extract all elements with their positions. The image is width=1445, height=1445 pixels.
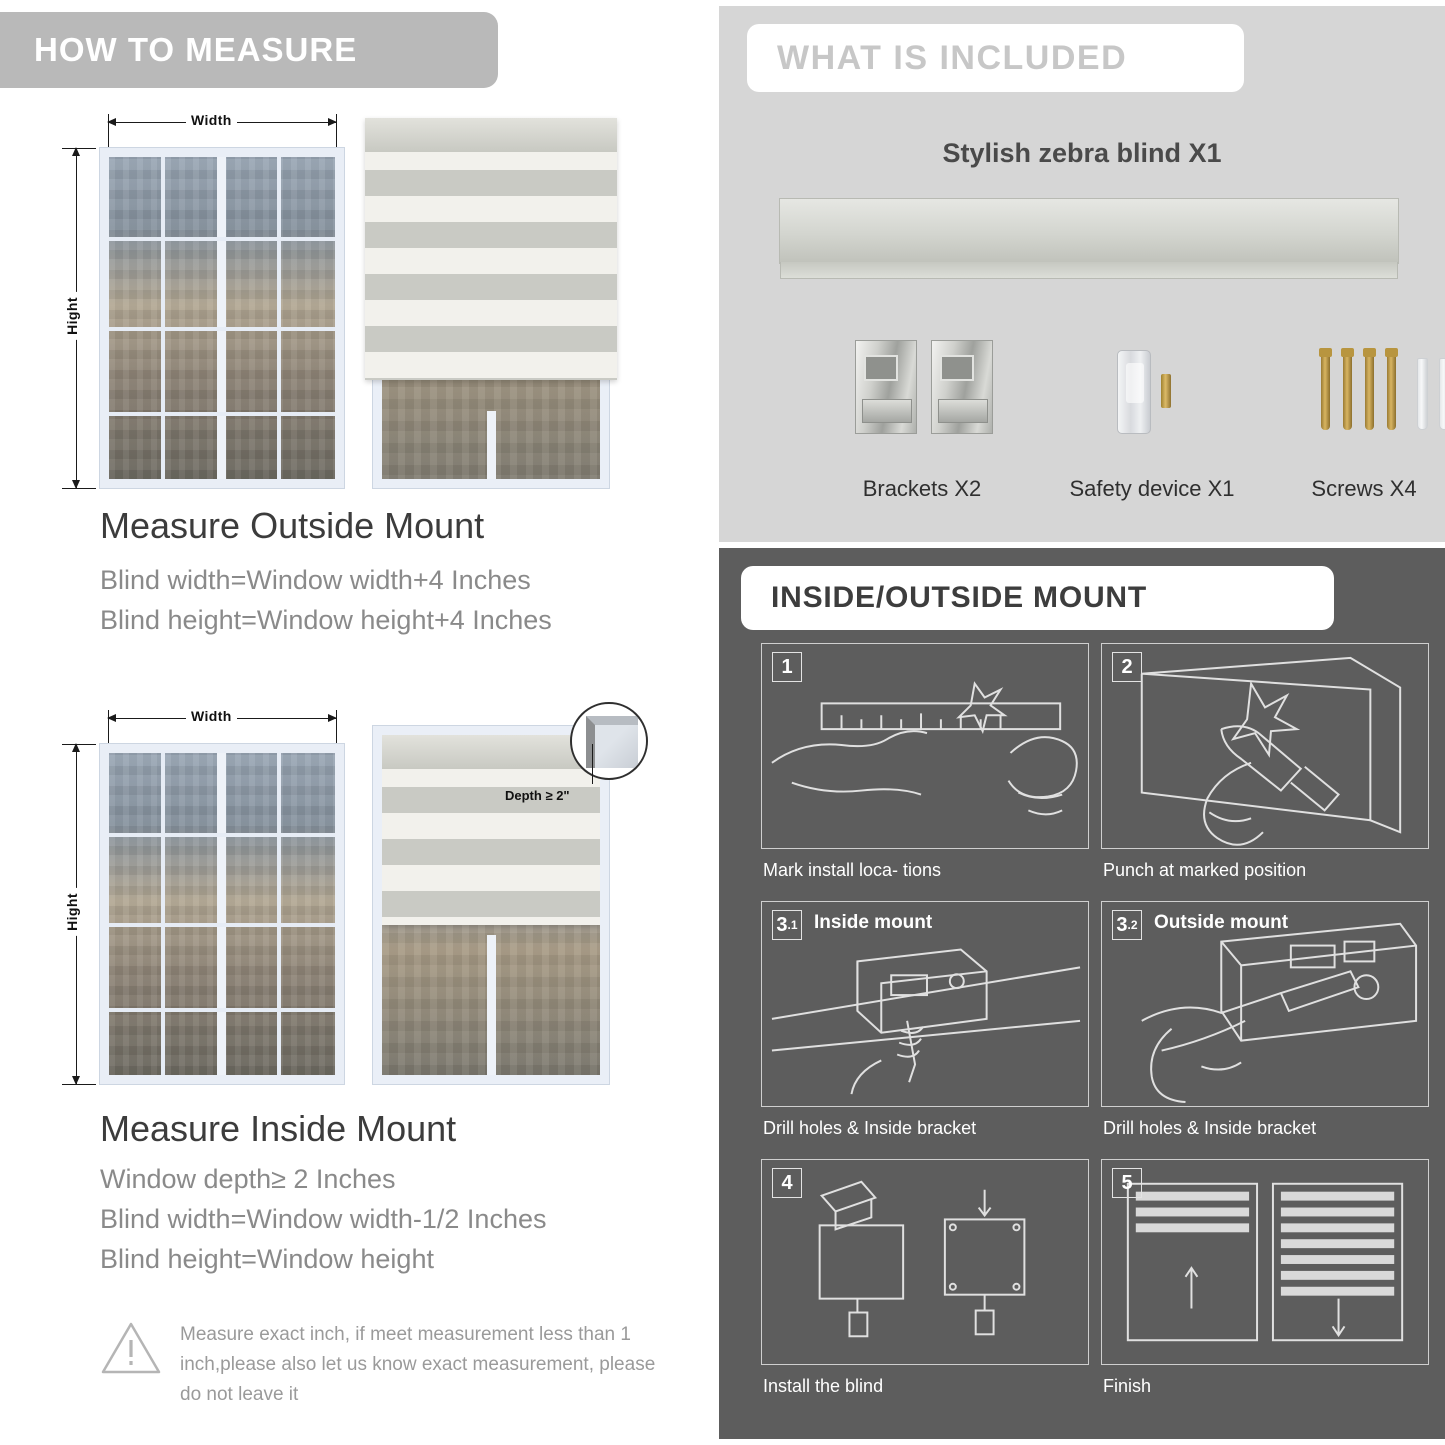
step-3-1-num-text: 3	[776, 913, 788, 936]
mount-step-4-number	[772, 1168, 802, 1198]
mount-step-3-2-caption: Drill holes & Inside bracket	[1103, 1118, 1317, 1138]
depth-label: Depth ≥ 2"	[505, 788, 570, 803]
mount-step-3-2-number	[1112, 910, 1142, 940]
window-illustration-outside	[100, 148, 344, 488]
mount-step-3-1	[761, 901, 1089, 1141]
screw-icon-3	[1365, 354, 1374, 430]
outside-width-tick-left	[108, 114, 109, 148]
mount-step-3-1-number	[772, 910, 802, 940]
inside-mount-line-1: Window depth≥ 2 Inches	[100, 1164, 396, 1194]
mount-step-5-box	[1101, 1159, 1429, 1365]
included-parts-row	[719, 336, 1445, 516]
outside-mount-line-1: Blind width=Window width+4 Inches	[100, 565, 531, 595]
zebra-headrail-outside	[365, 118, 617, 152]
depth-arrow	[592, 744, 593, 784]
right-column	[712, 0, 1445, 1445]
mount-step-1	[761, 643, 1089, 883]
safety-screw-icon	[1161, 374, 1171, 408]
outside-height-tick-bottom	[62, 488, 96, 489]
warning-triangle-icon	[100, 1320, 162, 1376]
inside-width-tick-right	[336, 710, 337, 744]
measure-tape-sketch	[762, 644, 1088, 848]
mount-step-4-box	[761, 1159, 1089, 1365]
step-2-num-text: 2	[1121, 655, 1133, 678]
inside-mount-line-2: Blind width=Window width-1/2 Inches	[100, 1204, 547, 1234]
wall-anchor-icon-2	[1439, 358, 1445, 430]
step-1-num-text: 1	[781, 655, 793, 678]
step-5-num-text: 5	[1121, 1171, 1133, 1194]
window-grid-h2	[109, 327, 335, 331]
screws-label: Screws X4	[1311, 476, 1417, 501]
safety-device-label: Safety device X1	[1069, 476, 1235, 501]
inside-outside-mount-title: INSIDE/OUTSIDE MOUNT	[771, 581, 1148, 614]
how-to-measure-title: HOW TO MEASURE	[34, 31, 358, 68]
mount-step-3-1-inline-label: Inside mount	[814, 912, 933, 933]
mount-step-3-1-box	[761, 901, 1089, 1107]
mount-step-2-number	[1112, 652, 1142, 682]
zebra-blind-product-image	[779, 198, 1399, 264]
inside-height-tick-top	[62, 744, 96, 745]
mount-step-1-box	[761, 643, 1089, 849]
blind-window-mullion-inside	[487, 935, 496, 1075]
inside-outside-mount-panel	[719, 548, 1445, 1439]
mount-step-1-caption: Mark install loca- tions	[763, 860, 942, 880]
included-product-title: Stylish zebra blind X1	[942, 138, 1222, 168]
zebra-blind-inside	[382, 735, 600, 925]
outside-width-label: Width	[186, 112, 237, 128]
window-grid-v2	[277, 157, 281, 479]
inside-mount-title: Measure Inside Mount	[100, 1108, 457, 1149]
screw-icon-1	[1321, 354, 1330, 430]
window-illustration-inside	[100, 744, 344, 1084]
mount-step-1-number	[772, 652, 802, 682]
window-grid-v1-inside	[161, 753, 165, 1075]
window-mullion-vertical-inside	[217, 753, 226, 1075]
install-blind-sketch	[762, 1160, 1088, 1364]
window-grid-v1	[161, 157, 165, 479]
safety-device-icon	[1117, 350, 1151, 434]
mount-step-3-2-inline-label: Outside mount	[1154, 912, 1289, 933]
window-grid-h3-inside	[109, 1008, 335, 1012]
mount-step-5-caption: Finish	[1103, 1376, 1152, 1396]
window-grid-h1-inside	[109, 833, 335, 837]
outside-height-tick-top	[62, 148, 96, 149]
bracket-icon-1	[855, 340, 917, 434]
what-is-included-title: WHAT IS INCLUDED	[777, 38, 1128, 77]
window-mullion-vertical	[217, 157, 226, 479]
depth-callout-corner	[586, 716, 638, 768]
mount-step-3-2	[1101, 901, 1429, 1141]
outside-mount-diagram	[0, 100, 712, 635]
outside-height-label: Hight	[64, 292, 80, 340]
bracket-icon-2	[931, 340, 993, 434]
measure-warning-text: Measure exact inch, if meet measurement less than 1 inch,please also let us know exact measurement, please do not leave it	[180, 1324, 656, 1405]
window-illustration-inside-with-blind	[373, 726, 609, 1084]
mount-step-5	[1101, 1159, 1429, 1399]
window-grid-v2-inside	[277, 753, 281, 1075]
step-3-2-sub-text: .2	[1127, 918, 1138, 932]
step-3-1-sub-text: .1	[787, 918, 798, 932]
mount-step-4	[761, 1159, 1089, 1399]
inside-width-tick-left	[108, 710, 109, 744]
window-grid-h2-inside	[109, 923, 335, 927]
what-is-included-banner	[747, 24, 1244, 92]
zebra-blind-outside	[365, 118, 617, 380]
outside-width-tick-right	[336, 114, 337, 148]
inside-mount-diagram	[0, 696, 712, 1274]
zebra-headrail-inside	[382, 735, 600, 769]
step-3-2-num-text: 3	[1116, 913, 1128, 936]
screw-icon-4	[1387, 354, 1396, 430]
mount-step-3-1-caption: Drill holes & Inside bracket	[763, 1118, 977, 1138]
mount-step-2-caption: Punch at marked position	[1103, 860, 1307, 880]
step-4-num-text: 4	[781, 1171, 793, 1194]
measure-warning-note	[100, 1320, 660, 1410]
how-to-measure-column	[0, 0, 712, 1445]
mount-step-2	[1101, 643, 1429, 883]
wall-anchor-icon-1	[1417, 358, 1428, 430]
brackets-label: Brackets X2	[862, 476, 982, 501]
mount-step-3-2-box	[1101, 901, 1429, 1107]
window-grid-h3	[109, 412, 335, 416]
window-grid-h1	[109, 237, 335, 241]
inside-width-label: Width	[186, 708, 237, 724]
mount-step-4-caption: Install the blind	[763, 1376, 884, 1396]
inside-outside-mount-banner	[741, 566, 1334, 630]
blind-window-mullion	[487, 411, 496, 479]
drill-sketch	[1102, 644, 1428, 848]
screw-icon-2	[1343, 354, 1352, 430]
mount-step-2-box	[1101, 643, 1429, 849]
what-is-included-panel	[719, 6, 1445, 542]
outside-mount-line-2: Blind height=Window height+4 Inches	[100, 605, 552, 635]
inside-mount-line-3: Blind height=Window height	[100, 1244, 434, 1274]
mount-step-5-number	[1112, 1168, 1142, 1198]
inside-height-tick-bottom	[62, 1084, 96, 1085]
outside-mount-title: Measure Outside Mount	[100, 505, 485, 546]
how-to-measure-banner	[0, 12, 498, 88]
depth-callout-circle	[570, 702, 648, 780]
inside-height-label: Hight	[64, 888, 80, 936]
finished-blinds-sketch	[1102, 1160, 1428, 1364]
